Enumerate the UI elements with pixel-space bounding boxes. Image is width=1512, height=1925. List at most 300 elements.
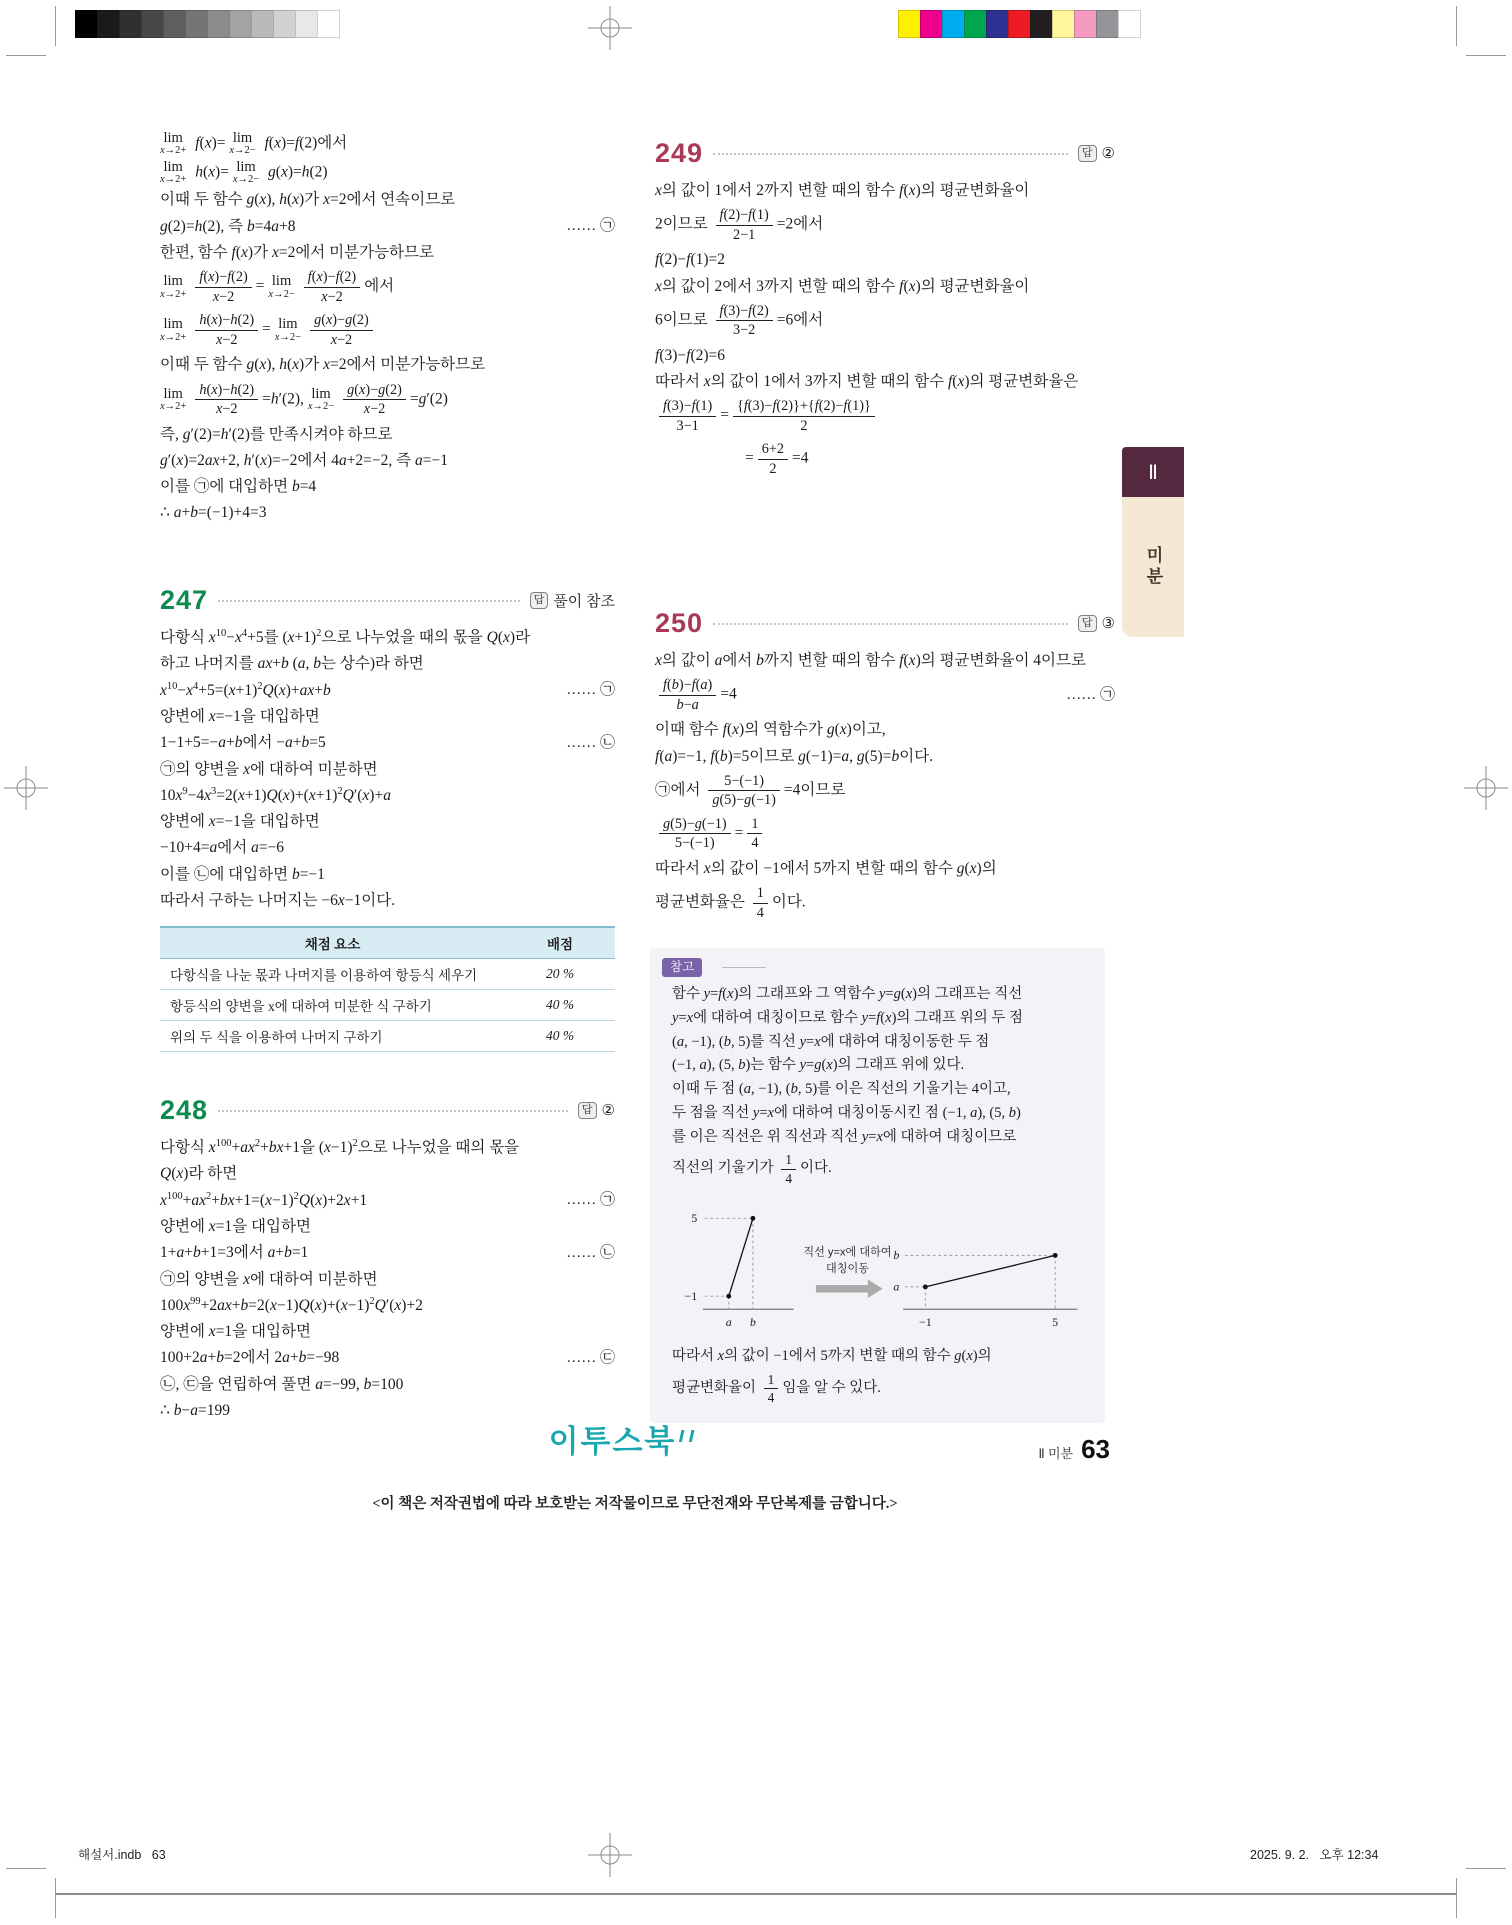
korean-text: 이를 ㉠에 대입하면 — [160, 478, 292, 496]
korean-text: 직선의 기울기가 — [672, 1160, 778, 1177]
crop-mark — [1456, 1878, 1457, 1918]
korean-text: 임을 알 수 있다. — [782, 1379, 881, 1396]
dotted-leader — [218, 600, 520, 602]
korean-text: 의 값이 — [661, 652, 715, 669]
math-text: =g′(2) — [409, 390, 448, 408]
limit-operator: lim x→2− — [307, 385, 335, 412]
korean-text: , — [711, 1057, 719, 1074]
math-text: $x^{10}-x^4+5=(x+1)^2Q(x)+ax+b$ — [160, 680, 331, 699]
solution-line — [655, 179, 1115, 202]
solution-line — [160, 889, 615, 912]
solution-line — [655, 370, 1115, 393]
korean-text: 에 대하여 대칭이동시킨 점 — [773, 1104, 943, 1121]
criteria-cell: 다항식을 나눈 몫과 나머지를 이용하여 항등식 세우기 — [160, 959, 505, 990]
solution-line — [672, 1103, 1085, 1125]
print-timestamp: 2025. 9. 2. 오후 12:34 — [1250, 1848, 1379, 1862]
math-text: f(x) — [231, 243, 254, 261]
solution-continued-block — [160, 128, 615, 528]
calibration-swatch — [75, 10, 98, 38]
math-text: $100x^{99}+2ax+b=2(x-1)Q(x)+(x-1)^2Q'(x)+2$ — [160, 1295, 423, 1314]
math-text: y=g(x) — [878, 986, 917, 1002]
korean-text: 이다. — [799, 1160, 832, 1177]
left-plot-x1-label: a — [725, 1314, 732, 1329]
math-text: x — [655, 182, 662, 199]
math-text: x — [703, 373, 711, 391]
problem-248-header — [160, 1095, 615, 1126]
calibration-swatch — [141, 10, 164, 38]
copyright-notice: <이 책은 저작권법에 따라 보호받는 저작물이므로 무단전재와 무단복제를 금합니다.> — [372, 1496, 898, 1512]
solution-line — [655, 745, 1115, 768]
math-text: f(x) — [899, 652, 921, 669]
solution-line — [672, 984, 1085, 1006]
solution-line — [160, 863, 615, 886]
math-text: x=2 — [323, 191, 347, 209]
math-text: 2a+b=−98 — [274, 1349, 340, 1367]
score-cell: 40 % — [505, 1021, 615, 1052]
math-text: =2 — [776, 215, 794, 233]
limit-operator: lim x→2+ — [160, 273, 187, 300]
registration-mark-bottom — [588, 1833, 632, 1877]
solution-line — [160, 449, 615, 472]
korean-text: 에서 미분가능하므로 — [295, 243, 434, 261]
korean-text: 에서 — [233, 1244, 268, 1262]
solution-line — [672, 1127, 1085, 1149]
korean-text: 의 값이 1에서 3까지 변할 때의 함수 — [710, 373, 948, 391]
math-text: =h′(2), — [262, 390, 308, 408]
solution-line — [655, 439, 1115, 479]
korean-text: 의 값이 2에서 3까지 변할 때의 함수 — [661, 277, 900, 295]
problem-number: 248 — [160, 1095, 209, 1125]
color-calibration-bar — [898, 10, 1140, 38]
calibration-swatch — [163, 10, 186, 38]
math-text: g(x) — [246, 356, 272, 374]
section-tab-roman: Ⅱ — [1122, 447, 1184, 497]
math-text: g(x) — [826, 721, 852, 739]
grading-col-criteria: 채점 요소 — [160, 927, 505, 959]
math-text: $x^{10}-x^4+5$ — [208, 628, 264, 647]
limit-operator: lim x→2− — [274, 316, 302, 343]
math-text: −10+4=a — [160, 839, 218, 857]
korean-text: 는 상수)라 하면 — [321, 655, 424, 673]
publisher-logo-text: 이투스북 — [548, 1424, 677, 1459]
math-text: x=1 — [208, 1323, 233, 1341]
math-text: x — [703, 859, 711, 877]
solution-line — [655, 344, 1115, 367]
math-text: y=g(x) — [799, 1057, 838, 1074]
korean-text: , — [982, 1104, 990, 1121]
korean-text: 에서 — [364, 277, 395, 295]
solution-line — [160, 267, 615, 307]
solution-line — [672, 1079, 1085, 1101]
grayscale-calibration-bar — [75, 10, 339, 38]
math-text: x=1 — [208, 1218, 233, 1236]
solution-line — [160, 241, 615, 264]
math-text: = — [720, 406, 729, 424]
korean-text: 에서 연속이므로 — [346, 191, 456, 209]
answer-badge: 답 — [530, 592, 549, 609]
table-row — [160, 990, 615, 1021]
crop-mark — [55, 1878, 56, 1918]
fraction: $\frac{g(5)-g(-1)}{5-(-1)}$ — [659, 815, 731, 853]
korean-text: 의 — [977, 1347, 992, 1364]
answer-text: ② — [601, 1103, 615, 1119]
solution-line — [160, 1189, 615, 1212]
calibration-swatch — [229, 10, 252, 38]
korean-text: 에 대하여 대칭이므로 — [882, 1128, 1017, 1145]
calibration-swatch — [986, 10, 1009, 38]
math-text: g(2)=h(2) — [160, 217, 221, 235]
grading-header-row — [160, 927, 615, 959]
korean-text: 다항식 — [160, 629, 209, 647]
solution-line — [655, 301, 1115, 341]
math-text: =4 — [783, 781, 801, 799]
answer-badge: 답 — [1078, 615, 1097, 632]
korean-text: 이므로 — [749, 747, 799, 765]
math-text: g(−1)=a — [798, 747, 850, 765]
korean-text: 이때 두 점 — [672, 1081, 739, 1097]
inverse-function-graph — [675, 1196, 1083, 1337]
korean-text: 를 이은 직선은 위 직선과 직선 — [672, 1128, 862, 1145]
math-text: a=−99 — [315, 1375, 356, 1393]
problem-247-block — [160, 585, 615, 1052]
math-text: (−1, a) — [942, 1104, 983, 1121]
korean-text: 이다. — [899, 747, 934, 765]
math-text: f(x) — [947, 373, 970, 391]
math-text: $x^{100}+ax^2+bx+1$ — [208, 1138, 300, 1157]
calibration-swatch — [251, 10, 274, 38]
korean-text: 에서 — [240, 1349, 275, 1367]
page-footer — [930, 1434, 1110, 1465]
equation-ref-marker: …… ㉠ — [566, 682, 615, 699]
math-text: g(x)=h(2) — [268, 163, 328, 181]
solution-line — [655, 771, 1115, 811]
answer — [1078, 614, 1115, 633]
korean-text: 양변에 — [160, 1323, 209, 1341]
korean-text: 2이므로 — [655, 215, 712, 233]
korean-text: 의 역함수가 — [744, 721, 827, 739]
solution-line — [672, 1032, 1085, 1054]
math-text: g′(x)=2ax+2 — [160, 451, 236, 469]
math-text: h(x) — [279, 191, 305, 209]
solution-line — [160, 1346, 615, 1369]
solution-line — [160, 1268, 615, 1291]
solution-line — [160, 705, 615, 728]
problem-249-header — [655, 138, 1115, 169]
korean-text: 의 그래프와 그 역함수 — [738, 986, 879, 1002]
fraction: $\frac{1}{4}$ — [764, 1371, 779, 1407]
calibration-swatch — [1052, 10, 1075, 38]
answer-badge: 답 — [578, 1102, 597, 1119]
korean-text: 다항식 — [160, 1139, 209, 1157]
solution-line — [160, 1241, 615, 1264]
korean-text: 라 하면 — [188, 1165, 238, 1183]
problem-247-header — [160, 585, 615, 616]
korean-text: 양변에 — [160, 708, 209, 726]
korean-text: , 즉 — [220, 217, 248, 235]
fraction: $\frac{\{f(3)-f(2)\}+\{f(2)-f(1)\}}{2}$ — [733, 397, 875, 435]
korean-text: 이때 두 함수 — [160, 191, 247, 209]
korean-text: 이를 ㉡에 대입하면 — [160, 865, 292, 883]
korean-text: 따라서 — [655, 859, 704, 877]
solution-line — [160, 1136, 615, 1159]
korean-text: 의 값이 — [710, 859, 764, 877]
math-text: −1 — [763, 859, 780, 877]
section-tab — [1122, 497, 1184, 637]
solution-line — [160, 501, 615, 524]
korean-text: 라 — [515, 629, 531, 647]
calibration-swatch — [920, 10, 943, 38]
problem-249-solution — [655, 179, 1115, 480]
korean-text: , — [305, 655, 314, 673]
korean-text: 에 대하여 대칭이동한 두 점 — [820, 1033, 990, 1050]
score-cell: 40 % — [505, 990, 615, 1021]
korean-text: 는 함수 — [750, 1057, 800, 1074]
grading-table — [160, 926, 615, 1052]
korean-text: 의 그래프는 직선 — [916, 986, 1023, 1002]
math-text: 1+a+b+1=3 — [160, 1244, 234, 1262]
fraction: $\frac{f(b)-f(a)}{b-a}$ — [659, 676, 716, 714]
korean-text: 에 대하여 미분하면 — [250, 760, 378, 778]
math-text: a — [714, 652, 723, 669]
calibration-swatch — [898, 10, 921, 38]
korean-text: 에서 — [722, 652, 757, 669]
note-text — [672, 984, 1085, 1188]
solution-line — [160, 731, 615, 754]
math-text: x=−1 — [208, 708, 241, 726]
calibration-swatch — [1118, 10, 1141, 38]
math-text: 4a+2=−2 — [331, 451, 389, 469]
note-label-chip: 참고 — [662, 958, 702, 977]
solution-line — [160, 160, 615, 186]
korean-text: 를 이은 직선의 기울기는 4이고, — [817, 1081, 1011, 1097]
problem-250-solution — [655, 649, 1115, 923]
fraction: $\frac{1}{4}$ — [781, 1151, 796, 1187]
math-text: $x^{100}+ax^2+bx+1=(x-1)^2Q(x)+2x+1$ — [160, 1190, 368, 1209]
arrow-caption-line2: 대칭이동 — [825, 1263, 869, 1276]
math-text: Q(x) — [160, 1165, 189, 1183]
korean-text: 양변에 — [160, 1218, 209, 1236]
korean-text: ㉠에서 — [655, 781, 705, 799]
math-text: x — [243, 1270, 251, 1288]
korean-text: 두 점을 직선 — [672, 1104, 753, 1121]
math-text: (b, 5) — [785, 1081, 818, 1097]
math-text: (b, 5) — [718, 1033, 751, 1050]
korean-text: 에서 5까지 변할 때의 함수 — [788, 1347, 955, 1364]
page-number: 63 — [1081, 1434, 1110, 1464]
math-text: −1 — [773, 1347, 789, 1364]
math-text: f(2)−f(1)=2 — [655, 251, 726, 269]
solution-line — [655, 205, 1115, 245]
math-text: f(b)=5 — [710, 747, 750, 765]
math-text: (a, −1) — [738, 1081, 779, 1097]
calibration-swatch — [207, 10, 230, 38]
solution-line — [655, 396, 1115, 436]
limit-operator: lim x→2+ — [160, 316, 187, 343]
fraction: $\frac{5-(-1)}{g(5)-g(-1)}$ — [708, 772, 780, 810]
korean-text: 평균변화율은 — [655, 893, 749, 911]
korean-text: 의 평균변화율이 4이므로 — [920, 652, 1086, 669]
crop-mark — [6, 1868, 46, 1869]
fraction: $\frac{g(x)-g(2)}{x-2}$ — [343, 381, 406, 419]
solution-line — [655, 857, 1115, 880]
criteria-cell: 위의 두 식을 이용하여 나머지 구하기 — [160, 1021, 505, 1052]
equation-ref-marker: …… ㉠ — [1066, 687, 1115, 704]
publisher-logo — [500, 1416, 740, 1461]
fraction: $\frac{f(2)-f(1)}{2-1}$ — [716, 206, 773, 244]
calibration-swatch — [1008, 10, 1031, 38]
note-conclusion — [672, 1346, 1085, 1407]
equation-ref-marker: …… ㉡ — [566, 734, 615, 751]
korean-text: ㉡, ㉢을 연립하여 풀면 — [160, 1375, 316, 1393]
math-text: −6x−1 — [321, 891, 362, 909]
math-text: =4 — [720, 685, 737, 703]
korean-text: 이고, — [851, 721, 886, 739]
solution-line — [160, 784, 615, 807]
fraction: $\frac{g(x)-g(2)}{x-2}$ — [310, 311, 373, 349]
calibration-swatch — [1074, 10, 1097, 38]
math-text: y=x — [752, 1104, 774, 1121]
korean-text: 의 값이 — [724, 1347, 774, 1364]
korean-text: ㉠의 양변을 — [160, 760, 244, 778]
crop-mark — [1466, 55, 1506, 56]
equation-ref-marker: …… ㉠ — [566, 218, 615, 235]
korean-text: 까지 변할 때의 함수 — [763, 652, 900, 669]
math-text: x — [717, 1347, 725, 1364]
fraction: $\frac{f(3)-f(2)}{3-2}$ — [716, 302, 773, 340]
equation-ref-marker: …… ㉢ — [566, 1349, 615, 1366]
math-text: a+b=1 — [267, 1244, 309, 1262]
korean-text: 의 평균변화율은 — [969, 373, 1079, 391]
solution-line — [160, 652, 615, 675]
korean-text: 의 평균변화율이 — [920, 182, 1030, 199]
korean-text: 따라서 구하는 나머지는 — [160, 891, 322, 909]
math-text: (a, −1) — [672, 1033, 712, 1050]
criteria-cell: 항등식의 양변을 x에 대하여 미분한 식 구하기 — [160, 990, 505, 1021]
calibration-swatch — [273, 10, 296, 38]
fraction: $\frac{1}{4}$ — [753, 884, 768, 922]
math-text: g′(2)=h′(2) — [182, 425, 250, 443]
math-text: x — [655, 652, 662, 669]
solution-line — [160, 836, 615, 859]
math-text: = — [262, 320, 275, 338]
korean-text: 6이므로 — [655, 311, 712, 329]
section-tab-label: 미분 — [1143, 546, 1163, 588]
answer — [578, 1101, 615, 1120]
problem-number: 247 — [160, 585, 209, 615]
korean-text: 에서 — [317, 134, 348, 152]
korean-text: 을 대입하면 — [240, 813, 320, 831]
solution-line — [655, 248, 1115, 271]
korean-text: 이므로 — [800, 781, 846, 799]
korean-text: , — [271, 356, 280, 374]
math-text: x=2 — [271, 243, 296, 261]
math-text: x=−1 — [208, 813, 241, 831]
math-text: −a+b=5 — [276, 734, 326, 752]
solution-line — [655, 814, 1115, 854]
solution-line — [672, 1150, 1085, 1188]
korean-text: 즉, — [160, 425, 183, 443]
problem-248-block — [160, 1095, 615, 1425]
print-file-info: 해설서.indb 63 — [78, 1848, 166, 1862]
korean-text: 가 — [304, 191, 324, 209]
math-text: $(x+1)^2$ — [282, 628, 322, 647]
registration-mark-right — [1464, 766, 1508, 810]
left-plot-y-top-label: 5 — [690, 1210, 697, 1225]
calibration-swatch — [1096, 10, 1119, 38]
korean-text: 양변에 — [160, 813, 209, 831]
calibration-swatch — [942, 10, 965, 38]
math-text: h′(x)=−2 — [243, 451, 298, 469]
solution-line — [655, 883, 1115, 923]
symmetry-graph — [672, 1196, 1085, 1342]
solution-line — [655, 649, 1115, 672]
korean-text: 를 만족시켜야 하므로 — [249, 425, 393, 443]
solution-line — [160, 810, 615, 833]
math-text: a=−6 — [251, 839, 285, 857]
korean-text: 의 값이 1에서 2까지 변할 때의 함수 — [661, 182, 900, 199]
solution-line — [160, 679, 615, 702]
math-text: b — [313, 655, 322, 673]
math-text: a=−1 — [415, 451, 449, 469]
korean-text: 에서 미분가능하므로 — [346, 356, 486, 374]
korean-text: ㉠의 양변을 — [160, 1270, 244, 1288]
crop-mark — [1466, 1868, 1506, 1869]
problem-249-block — [655, 138, 1115, 483]
fraction: $\frac{6+2}{2}$ — [758, 440, 788, 478]
solution-line — [160, 1162, 615, 1185]
math-text: $10x^9-4x^3=2(x+1)Q(x)+(x+1)^2Q'(x)+a$ — [160, 785, 391, 804]
korean-text: 으로 나누었을 때의 몫을 — [321, 629, 487, 647]
math-text: g(5)=b — [856, 747, 900, 765]
math-text: f(3)−f(2)=6 — [655, 346, 726, 364]
math-text: y=f(x) — [861, 1009, 897, 1026]
problem-number: 250 — [655, 608, 704, 638]
math-text: 1−1+5=−a+b — [160, 734, 243, 752]
math-text: ∴ b−a=199 — [160, 1401, 230, 1419]
answer-text: ③ — [1101, 616, 1115, 632]
limit-operator: lim x→2− — [229, 130, 256, 157]
dotted-leader — [218, 1110, 568, 1112]
math-text: = — [734, 824, 744, 842]
limit-operator: lim x→2+ — [160, 385, 187, 412]
math-text: y=f(x) — [703, 986, 739, 1002]
math-text: f(x) — [722, 721, 745, 739]
right-plot-x1-label: −1 — [918, 1314, 932, 1329]
korean-text: ( — [288, 655, 298, 673]
korean-text: 이때 두 함수 — [160, 356, 247, 374]
math-text: x=2 — [323, 356, 347, 374]
korean-text: 에서 — [793, 215, 824, 233]
solution-line — [160, 475, 615, 498]
calibration-swatch — [964, 10, 987, 38]
solution-line — [160, 1320, 615, 1343]
math-text: b=−1 — [291, 865, 325, 883]
fraction: $\frac{1}{4}$ — [747, 815, 762, 853]
solution-line — [160, 626, 615, 649]
korean-text: 을 대입하면 — [240, 708, 320, 726]
math-text: ax+b — [257, 655, 289, 673]
equation-ref-marker: …… ㉡ — [566, 1244, 615, 1261]
solution-line — [160, 310, 615, 350]
korean-text: 에 대하여 미분하면 — [250, 1270, 378, 1288]
equation-ref-marker: …… ㉠ — [566, 1192, 615, 1209]
korean-text: 함수 — [672, 986, 704, 1002]
math-text: f(a)=−1 — [655, 747, 703, 765]
calibration-swatch — [1030, 10, 1053, 38]
problem-250-header — [655, 608, 1115, 639]
korean-text: 이때 함수 — [655, 721, 723, 739]
math-text: h(x) — [279, 356, 305, 374]
